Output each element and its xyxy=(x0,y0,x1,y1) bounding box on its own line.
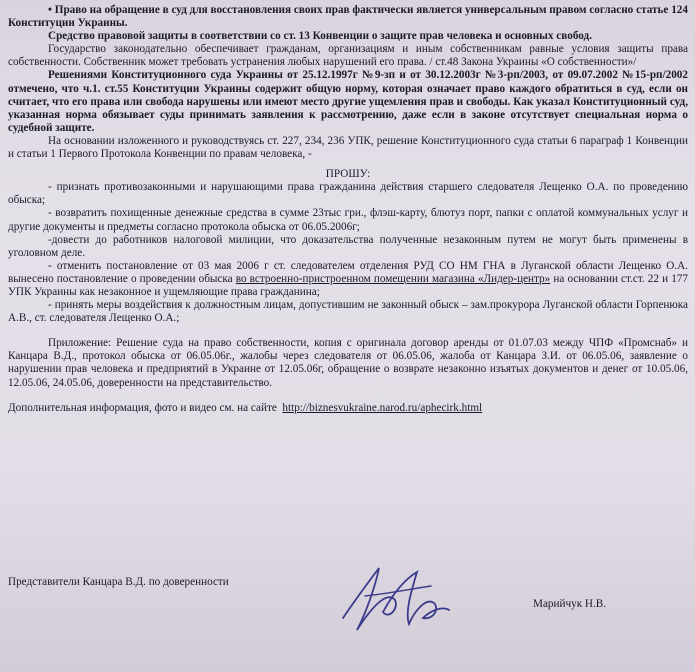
paragraph-legal-protection: Средство правовой защиты в соответствии со ст. 13 Конвенции о защите прав человека и основных свобод. xyxy=(48,30,592,43)
request-item: -довести до работников налоговой милиции, что доказательства полученные незаконным путем не могут быть применены в уголовном деле. xyxy=(8,233,688,259)
request-item: - принять меры воздействия к должностным лицам, допустившим не законный обыск – зам.прокурора Луганской области Горпенюка А.В., ст. следователя Лещенко О.А.; xyxy=(8,299,688,325)
paragraph-constitutional-court: Решениями Конституционного суда Украины от 25.12.1997г №9-зп и от 30.12.2003г №3-рп/2003, от 09.07.2002 №15-рп/2002 отмечено, что ч.1. ст.55 Конституции Украины содержит общую норму, которая означает право каждого обратиться в суд, если он считает, что его права или свобода нарушены или имеют место другие ущемления прав и свободы. Как указал Конституционный суд, указанная норма обязывает суды принимать заявления к рассмотрению, даже если в законе отсутствует специальная норма о судебной защите. xyxy=(8,69,688,134)
request-item: - признать противозаконными и нарушающими права гражданина действия старшего следователя Лещенко О.А. по проведению обыска; xyxy=(8,181,688,207)
more-info-line xyxy=(8,402,688,415)
paragraph-right-to-court: • Право на обращение в суд для восстановления своих прав фактически является универсальным правом согласно статье 124 Конституции Украины. xyxy=(8,4,688,30)
request-item: - возвратить похищенные денежные средства в сумме 23тыс гри., флэш-карту, блютуз порт, папки с оплатой коммунальных услуг и другие документы и предметы согласно протокола обыска от 06.05.2006г; xyxy=(8,207,688,233)
request-heading: ПРОШУ: xyxy=(325,168,371,181)
signer-name: Марийчук Н.В. xyxy=(533,598,607,610)
document-body xyxy=(8,4,688,415)
paragraph-basis: На основании изложенного и руководствуясь ст. 227, 234, 236 УПК, решение Конституционного суда статьи 6 параграф 1 Конвенции и статьи 1 Первого Протокола Конвенции по правам человека, - xyxy=(8,134,688,161)
representatives-line: Представители Канцара В.Д. по доверенности xyxy=(8,576,229,588)
underlined-location: во встроенно-пристроенном помещении магазина «Лидер-центр» xyxy=(235,272,551,285)
handwritten-signature xyxy=(335,560,455,640)
more-info-text: Дополнительная информация, фото и видео см. на сайте xyxy=(8,401,277,414)
paragraph-property-law: Государство законодательно обеспечивает гражданам, организациям и иным собственникам равные условия защиты права собственности. Собственник может требовать устранения любых нарушений его права. / ст.48 Закона Украины «О собственности»/ xyxy=(8,43,688,69)
website-link[interactable]: http://biznesvukraine.narod.ru/aphecirk.html xyxy=(282,401,483,414)
appendix: Приложение: Решение суда на право собственности, копия с оригинала договор аренды от 01.07.03 между ЧПФ «Промснаб» и Канцара В.Д., протокол обыска от 06.05.06г., жалобы через следователя от 06.05.06, жалоба от Канцара З.И. от 06.05.06, заявление о нарушении прав человека и предприятий в Украине от 12.05.06г, обращение о возврате незаконно изъятых документов и денег от 10.05.06, 12.05.06, 24.05.06, доверенности на представительство. xyxy=(8,337,688,389)
request-item: - отменить постановление от 03 мая 2006 г ст. следователем отделения РУД СО НМ ГНА в Луганской области Лещенко О.А. вынесено постановление о проведении обыска во встроенно-пристроенном помещении магазина «Лидер-центр» на основании ст.ст. 22 и 177 УПК Украины как незаконное и ущемляющие права гражданина; xyxy=(8,259,688,298)
